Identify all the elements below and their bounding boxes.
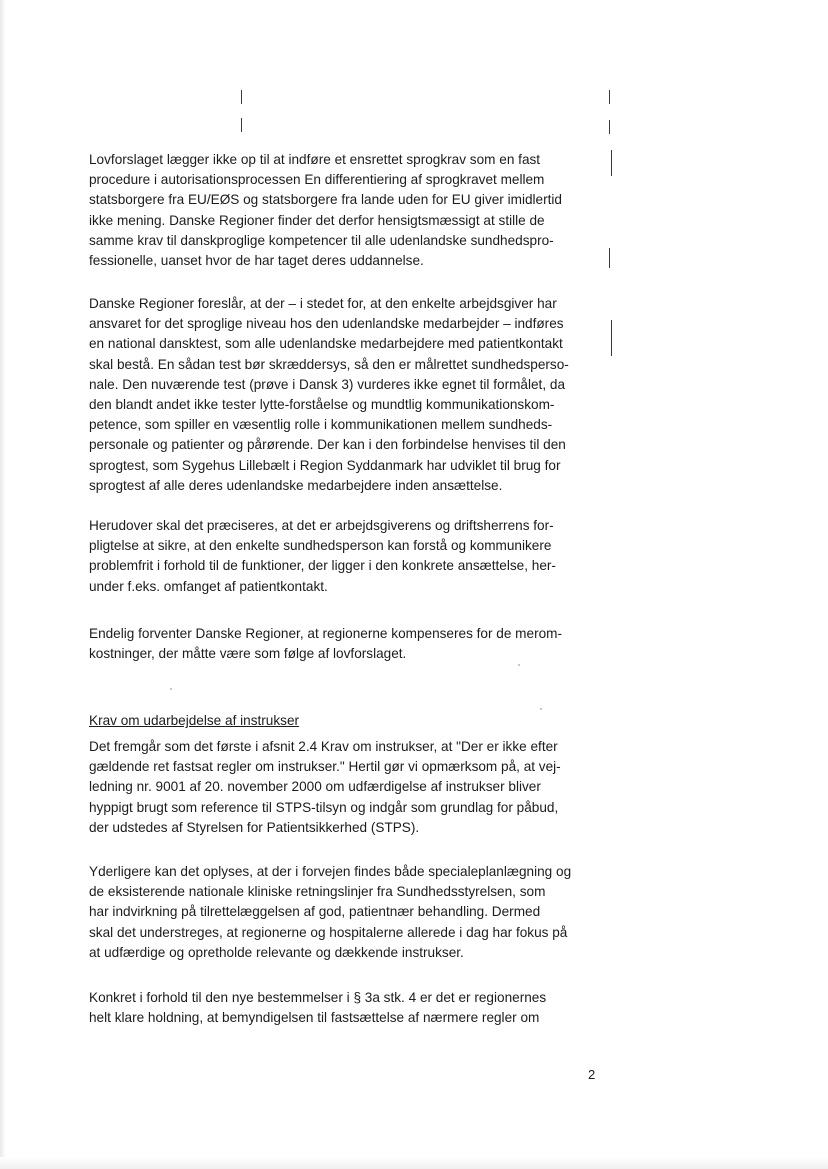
revision-mark (609, 120, 610, 134)
text-line: Danske Regioner foreslår, at der – i stedet for, at den enkelte arbejdsgiver har (89, 296, 557, 311)
text-line: gældende ret fastsat regler om instrukser." Hertil gør vi opmærksom på, at vej- (89, 759, 561, 775)
scan-speck (540, 708, 542, 710)
revision-mark (241, 118, 242, 132)
text-line: pligtelse at sikre, at den enkelte sundhedsperson kan forstå og kommunikere (89, 538, 552, 554)
text-line: har indvirkning på tilrettelæggelsen af god, patientnær behandling. Dermed (89, 904, 541, 920)
text-line: problemfrit i forhold til de funktioner, der ligger i den konkrete ansættelse, her- (89, 558, 556, 574)
text-line: Konkret i forhold til den nye bestemmelser i § 3a stk. 4 er det er regionernes (89, 990, 547, 1005)
text-line: ansvaret for det sproglige niveau hos den udenlandske medarbejder – indføres (89, 316, 564, 332)
paragraph-guidelines (89, 862, 601, 963)
paragraph-compensation (89, 624, 601, 664)
text-line: der udstedes af Styrelsen for Patientsikkerhed (STPS). (89, 819, 420, 835)
paragraph-language-requirement (89, 150, 601, 271)
text-line: petence, som spiller en væsentlig rolle i kommunikationen mellem sundheds- (89, 417, 553, 433)
text-line: den blandt andet ikke tester lytte-forståelse og mundtlig kommunikationskom- (89, 397, 555, 413)
text-line: Yderligere kan det oplyses, at der i forvejen findes både specialeplanlægning og (89, 864, 572, 879)
scan-speck (170, 688, 172, 690)
page-number: 2 (588, 1067, 596, 1082)
text-line: under f.eks. omfanget af patientkontakt. (89, 578, 328, 594)
text-line: fessionelle, uanset hvor de har taget deres uddannelse. (89, 253, 424, 269)
scan-bottom-shadow (0, 1157, 828, 1169)
scan-edge-shadow (0, 0, 6, 1169)
text-line: samme krav til danskproglige kompetencer til alle udenlandske sundhedspro- (89, 232, 554, 248)
text-line: sprogtest af alle deres udenlandske medarbejdere inden ansættelse. (89, 477, 503, 493)
text-line: personale og patienter og pårørende. Der kan i den forbindelse henvises til den (89, 437, 566, 453)
text-line: skal bestå. En sådan test bør skræddersys, så den er målrettet sundhedsperso- (89, 356, 569, 372)
text-line: helt klare holdning, at bemyndigelsen til fastsættelse af nærmere regler om (89, 1010, 540, 1026)
text-line: procedure i autorisationsprocessen En differentiering af sprogkravet mellem (89, 172, 545, 188)
text-line: nale. Den nuværende test (prøve i Dansk 3) vurderes ikke egnet til formålet, da (89, 376, 566, 392)
text-line: statsborgere fra EU/EØS og statsborgere fra lande uden for EU giver imidlertid (89, 192, 562, 208)
text-line: skal det understreges, at regionerne og hospitalerne allerede i dag har fokus på (89, 924, 568, 940)
revision-mark (241, 90, 242, 104)
text-line: en national dansktest, som alle udenlandske medarbejdere med patientkontakt (89, 336, 563, 352)
paragraph-concrete-provision (89, 988, 601, 1028)
text-line: Herudover skal det præciseres, at det er arbejdsgiverens og driftsherrens for- (89, 518, 554, 533)
paragraph-national-test (89, 294, 601, 496)
text-line: hyppigt brugt som reference til STPS-tilsyn og indgår som grundlag for påbud, (89, 799, 559, 815)
revision-mark (609, 248, 610, 268)
text-line: kostninger, der måtte være som følge af lovforslaget. (89, 646, 407, 662)
text-line: de eksisterende nationale kliniske retningslinjer fra Sundhedsstyrelsen, som (89, 884, 546, 900)
text-line: at udfærdige og opretholde relevante og dækkende instrukser. (89, 944, 464, 960)
text-line: ledning nr. 9001 af 20. november 2000 om udfærdigelse af instrukser bliver (89, 779, 541, 795)
text-line: Endelig forventer Danske Regioner, at regionerne kompenseres for de merom- (89, 626, 563, 641)
text-line: ikke mening. Danske Regioner finder det derfor hensigtsmæssigt at stille de (89, 212, 545, 228)
section-heading: Krav om udarbejdelse af instrukser (89, 713, 300, 728)
text-line: Det fremgår som det første i afsnit 2.4 Krav om instrukser, at "Der er ikke efter (89, 739, 558, 754)
revision-mark (611, 320, 612, 356)
text-line: sprogtest, som Sygehus Lillebælt i Region Syddanmark har udviklet til brug for (89, 457, 561, 473)
text-line: Lovforslaget lægger ikke op til at indføre et ensrettet sprogkrav som en fast (89, 152, 541, 167)
paragraph-instructions (89, 737, 601, 838)
paragraph-employer-obligation (89, 516, 601, 597)
revision-mark (611, 150, 612, 176)
revision-mark (609, 90, 610, 104)
